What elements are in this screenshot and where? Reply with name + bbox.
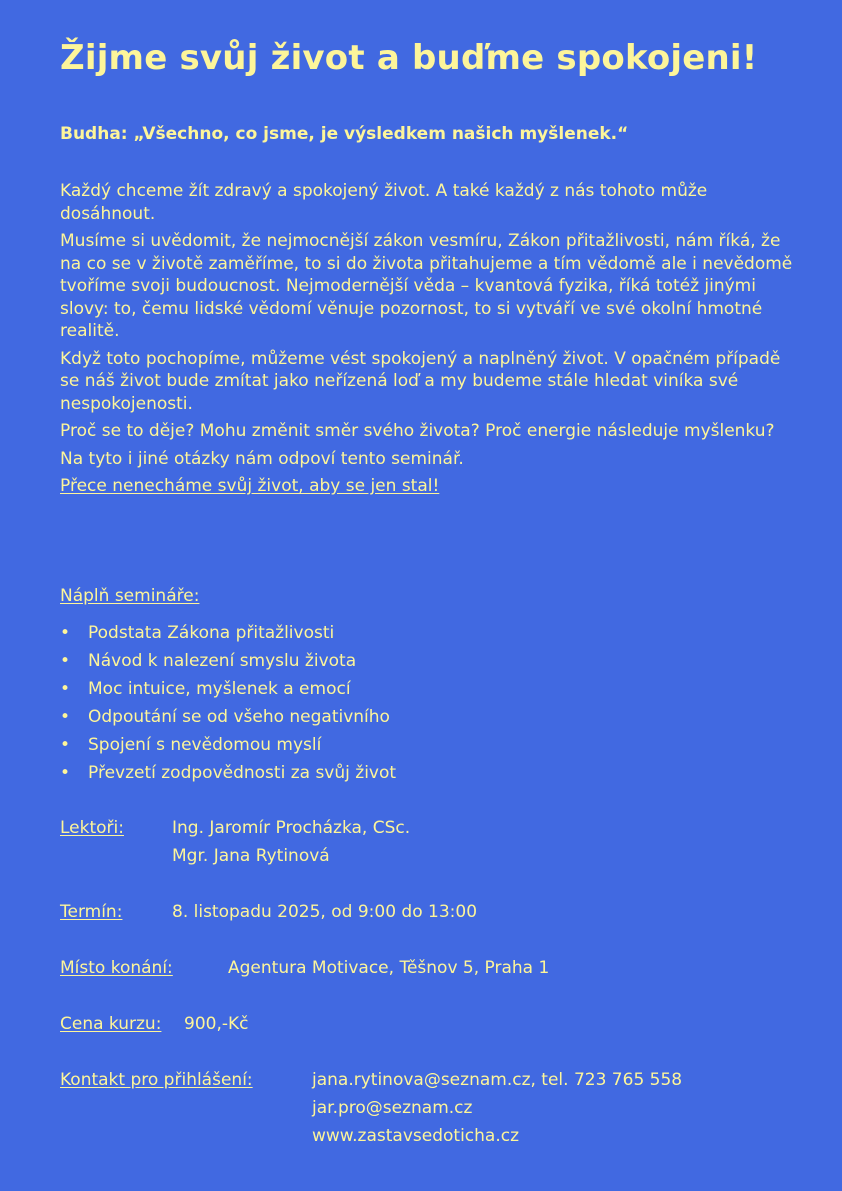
lecturer-name: Mgr. Jana Rytinová [172,846,330,866]
bullet-icon: • [60,707,71,727]
topic-text: Spojení s nevědomou myslí [88,735,322,755]
intro-text [60,180,800,503]
contact-email-phone: jana.rytinova@seznam.cz, tel. 723 765 558 [312,1070,683,1090]
lecturers-label: Lektoři: [60,818,124,838]
topic-text: Návod k nalezení smyslu života [88,651,357,671]
topic-text: Převzetí zodpovědnosti za svůj život [88,763,397,783]
list-item [60,706,396,734]
topic-text: Moc intuice, myšlenek a emocí [88,679,351,699]
list-item [60,734,396,762]
contact-email: jar.pro@seznam.cz [312,1098,473,1118]
contact-label: Kontakt pro přihlášení: [60,1070,253,1090]
intro-paragraph: Musíme si uvědomit, že nejmocnější zákon vesmíru, Zákon přitažlivosti, nám říká, že na co se v životě zaměříme, to si do života přitahujeme a tím vědomě ale i nevědomě tvoříme svoji budoucnost. Nejmodernější věda – kvantová fyzika, říká totéž jinými slovy: to, čemu lidské vědomí věnuje pozornost, to si vytváří ve své okolní hmotné realitě. [60,231,793,341]
lecturer-name: Ing. Jaromír Procházka, CSc. [172,818,411,838]
venue-row [60,954,760,982]
intro-paragraph: Když toto pochopíme, můžeme vést spokojený a naplněný život. V opačném případě se náš život bude zmítat jako neřízená loď a my budeme stále hledat viníka své nespokojenosti. [60,348,781,414]
seminar-heading: Náplň semináře: [60,586,200,606]
list-item [60,622,396,650]
price-label: Cena kurzu: [60,1014,162,1034]
intro-paragraph: Na tyto i jiné otázky nám odpoví tento seminář. [60,448,464,469]
venue-label: Místo konání: [60,958,173,978]
closing-slogan: Přece nenecháme svůj život, aby se jen stal! [60,476,440,496]
buddha-quote: Budha: „Všechno, co jsme, je výsledkem našich myšlenek.“ [60,124,629,144]
contact-row [60,1066,800,1150]
price-value: 900,-Kč [184,1014,249,1034]
venue-value: Agentura Motivace, Těšnov 5, Praha 1 [228,958,550,978]
price-row [60,1010,760,1038]
page-title: Žijme svůj život a buďme spokojeni! [60,38,758,78]
term-row [60,898,760,926]
contact-website: www.zastavsedoticha.cz [312,1126,520,1146]
list-item [60,650,396,678]
list-item [60,678,396,706]
intro-paragraph: Každý chceme žít zdravý a spokojený život. A také každý z nás tohoto může dosáhnout. [60,181,708,224]
topic-text: Podstata Zákona přitažlivosti [88,623,335,643]
bullet-icon: • [60,763,71,783]
bullet-icon: • [60,679,71,699]
bullet-icon: • [60,623,71,643]
seminar-topics-list [60,622,396,790]
bullet-icon: • [60,651,71,671]
intro-paragraph: Proč se to děje? Mohu změnit směr svého života? Proč energie následuje myšlenku? [60,421,775,441]
lecturers-row [60,814,760,870]
list-item [60,762,396,790]
term-label: Termín: [60,902,123,922]
bullet-icon: • [60,735,71,755]
topic-text: Odpoutání se od všeho negativního [88,707,390,727]
term-value: 8. listopadu 2025, od 9:00 do 13:00 [172,902,478,922]
